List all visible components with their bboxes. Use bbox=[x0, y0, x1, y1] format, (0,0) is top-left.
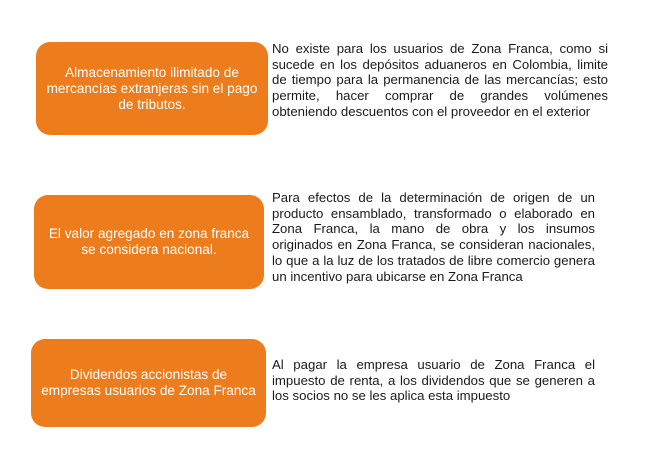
benefit-description: Para efectos de la determinación de origen de un producto ensamblado, transformado o elaborado en Zona Franca, la mano de obra y los insumos originados en Zona Franca, se consideran nacionales, lo que a la luz de los tratados de libre comercio genera un incentivo para ubicarse en Zona Franca bbox=[272, 190, 595, 284]
benefit-title: El valor agregado en zona franca se considera nacional. bbox=[48, 226, 250, 257]
benefit-title-badge bbox=[31, 339, 266, 427]
benefit-title-badge bbox=[36, 42, 268, 135]
benefit-title: Dividendos accionistas de empresas usuarios de Zona Franca bbox=[41, 367, 256, 398]
benefit-description: Al pagar la empresa usuario de Zona Franca el impuesto de renta, a los dividendos que se generen a los socios no se les aplica esta impuesto bbox=[272, 357, 595, 404]
benefit-title: Almacenamiento ilimitado de mercancías extranjeras sin el pago de tributos. bbox=[46, 64, 258, 112]
benefit-description: No existe para los usuarios de Zona Franca, como si sucede en los depósitos aduaneros en Colombia, limite de tiempo para la permanencia de las mercancías; esto permite, hacer comprar de grandes volúmenes obteniendo descuentos con el proveedor en el exterior bbox=[272, 41, 608, 119]
benefit-title-badge bbox=[34, 195, 264, 289]
